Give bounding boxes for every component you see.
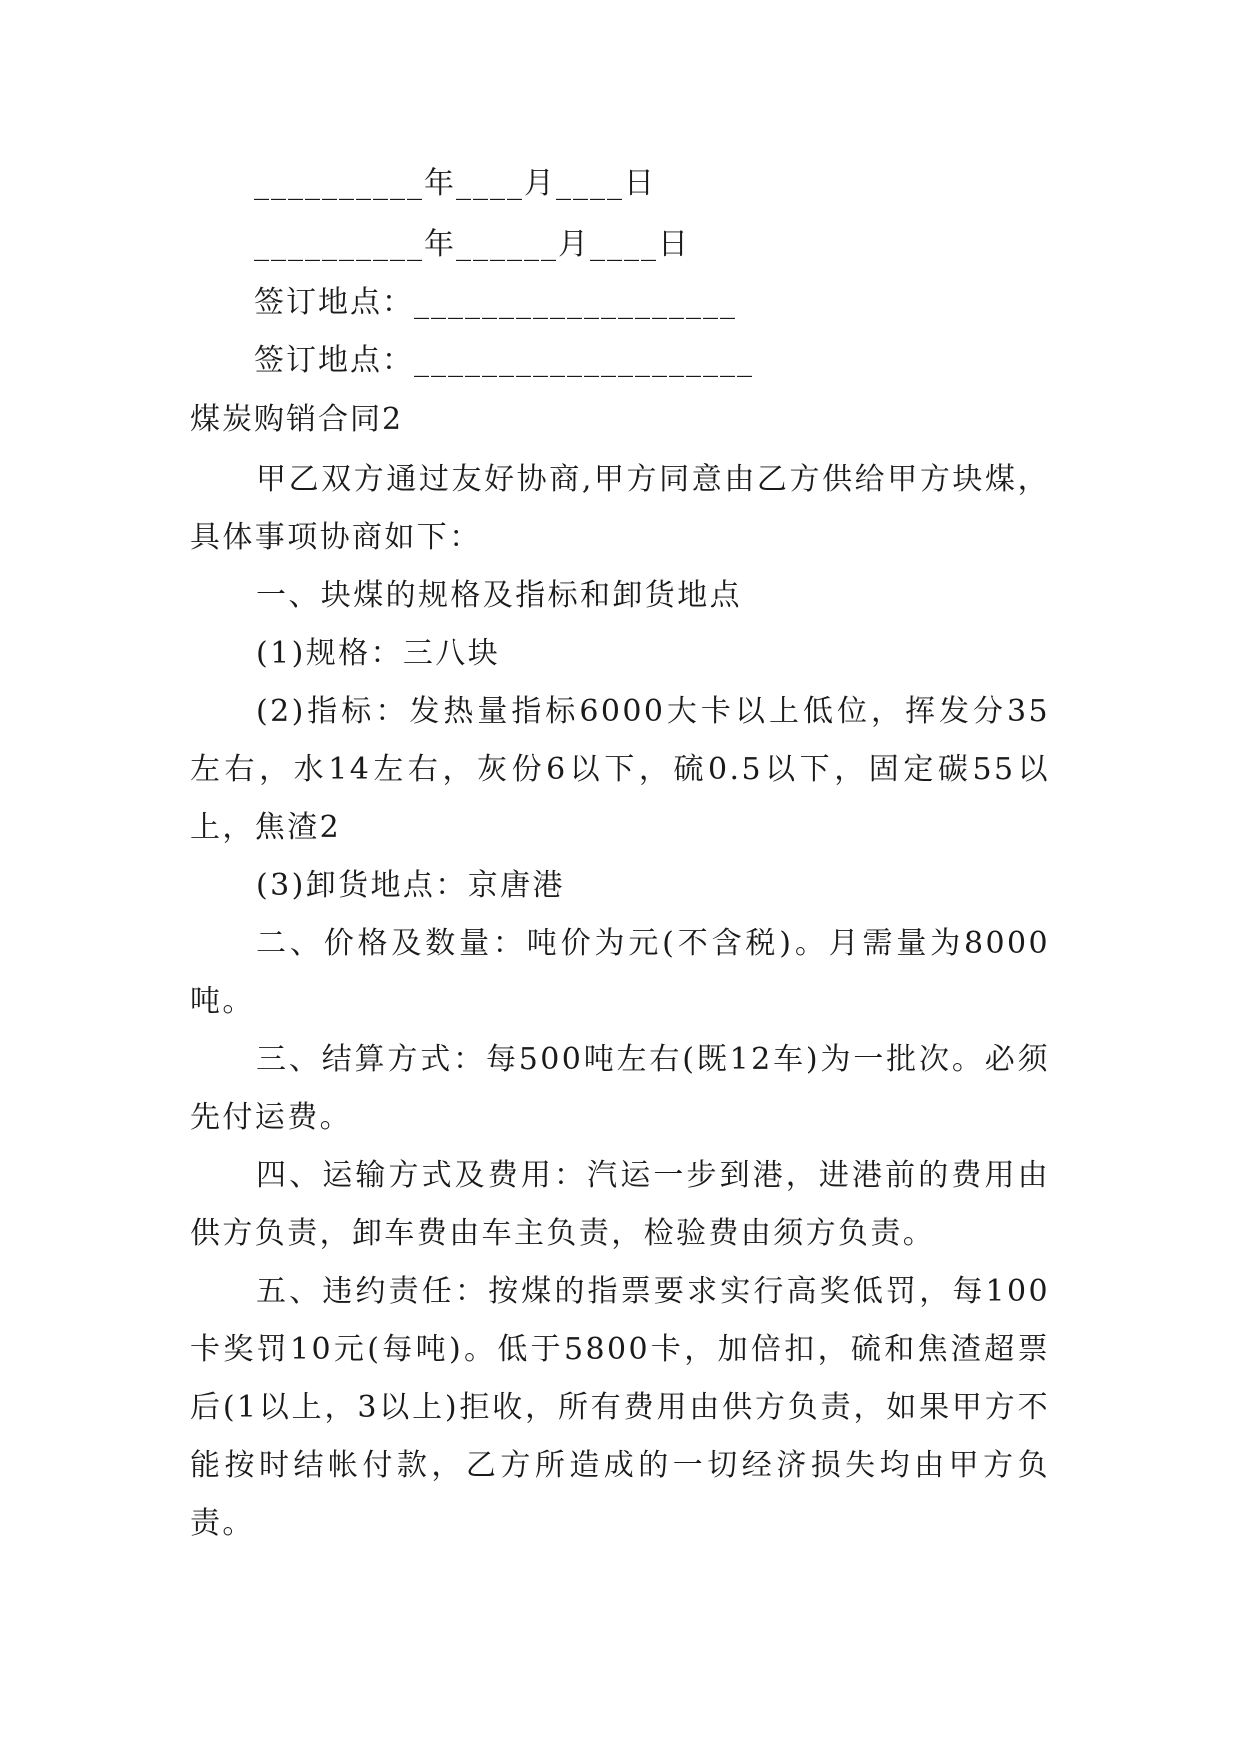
intro-paragraph: 甲乙双方通过友好协商,甲方同意由乙方供给甲方块煤，具体事项协商如下： bbox=[190, 462, 1050, 555]
contract-title: 煤炭购销合同2 bbox=[190, 402, 404, 437]
signing-place-line: 签订地点：___________________ bbox=[254, 285, 737, 320]
clause-paragraph: 三、结算方式：每500吨左右(既12车)为一批次。必须先付运费。 bbox=[190, 1042, 1050, 1135]
clause-paragraph: 四、运输方式及费用：汽运一步到港，进港前的费用由供方负责，卸车费由车主负责，检验费由须方负责。 bbox=[190, 1158, 1050, 1251]
section-heading: 一、块煤的规格及指标和卸货地点 bbox=[256, 578, 742, 613]
spec-item: (2)指标：发热量指标6000大卡以上低位，挥发分35左右，水14左右，灰份6以下，硫0.5以下，固定碳55以上，焦渣2 bbox=[190, 694, 1051, 845]
signature-date-line: __________年______月____日 bbox=[254, 227, 690, 262]
clause-paragraph: 五、违约责任：按煤的指票要求实行高奖低罚，每100卡奖罚10元(每吨)。低于5800卡，加倍扣，硫和焦渣超票后(1以上，3以上)拒收，所有费用由供方负责，如果甲方不能按时结帐付款，乙方所造成的一切经济损失均由甲方负责。 bbox=[190, 1274, 1050, 1541]
signing-place-line: 签订地点：____________________ bbox=[254, 343, 754, 378]
spec-item: (1)规格：三八块 bbox=[256, 636, 501, 671]
signature-date-line: __________年____月____日 bbox=[254, 166, 656, 201]
clause-paragraph: 二、价格及数量：吨价为元(不含税)。月需量为8000吨。 bbox=[190, 926, 1050, 1019]
spec-item: (3)卸货地点：京唐港 bbox=[256, 868, 565, 903]
